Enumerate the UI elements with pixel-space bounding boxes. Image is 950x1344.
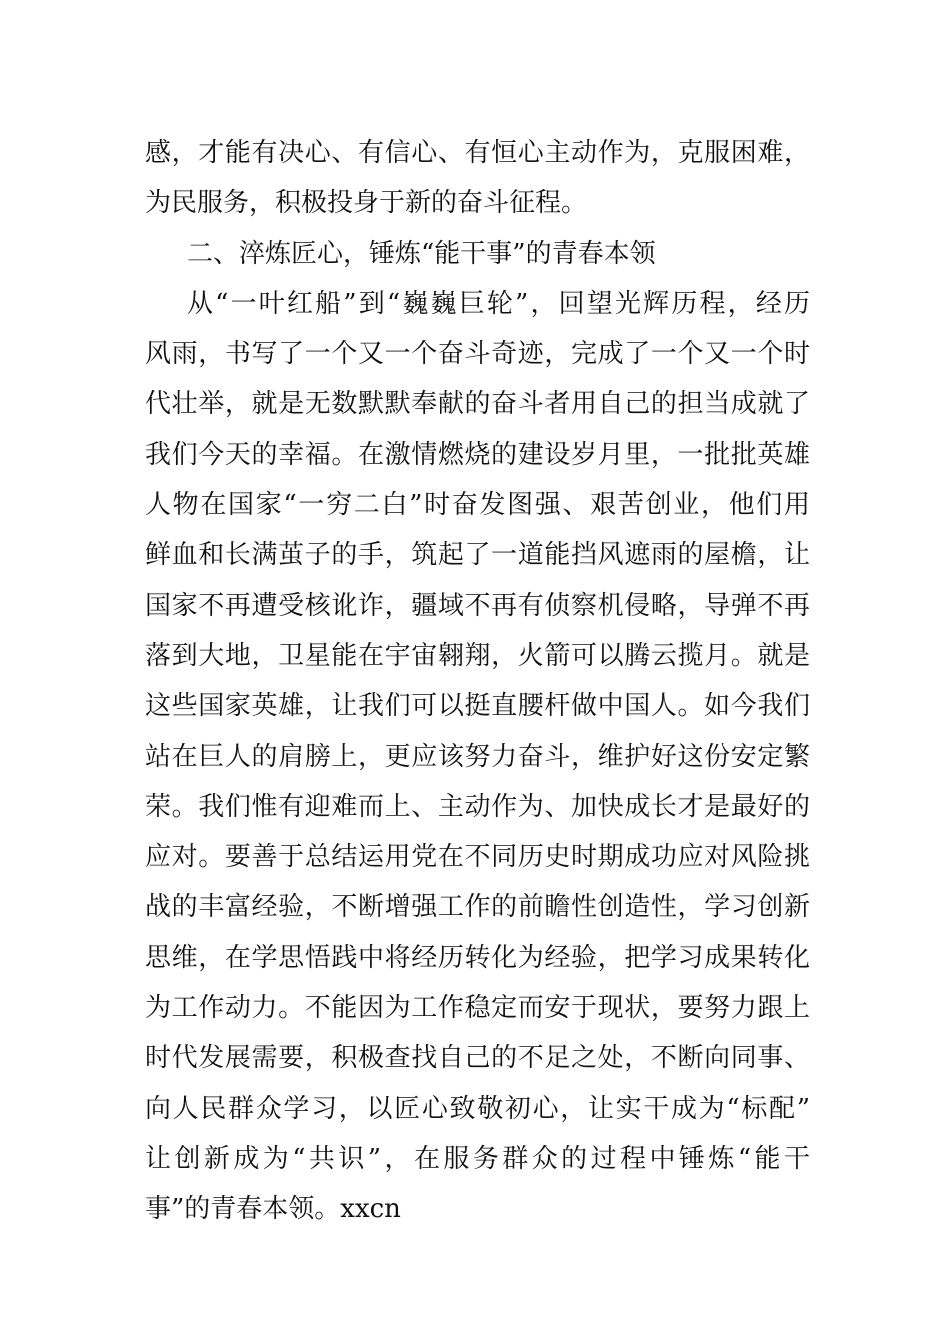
text-line: 这些国家英雄，让我们可以挺直腰杆做中国人。如今我们	[145, 691, 810, 722]
text-line: 代壮举，就是无数默默奉献的奋斗者用自己的担当成就了	[145, 389, 810, 420]
text-line: 向人民群众学习，以匠心致敬初心，让实干成为“标配”	[145, 1093, 810, 1124]
text-line: 感，才能有决心、有信心、有恒心主动作为，克服困难，	[145, 138, 810, 168]
text-line: 站在巨人的肩膀上，更应该努力奋斗，维护好这份安定繁	[145, 741, 810, 772]
text-line: 战的丰富经验，不断增强工作的前瞻性创造性，学习创新	[145, 892, 810, 923]
text-line: 国家不再遭受核讹诈，疆域不再有侦察机侵略，导弹不再	[145, 590, 810, 621]
text-line: 应对。要善于总结运用党在不同历史时期成功应对风险挑	[145, 842, 810, 873]
text-line: 风雨，书写了一个又一个奋斗奇迹，完成了一个又一个时	[145, 339, 810, 370]
text-line: 荣。我们惟有迎难而上、主动作为、加快成长才是最好的	[145, 791, 810, 822]
body-text	[145, 128, 810, 1235]
text-line: 事”的青春本领。xxcn	[145, 1194, 401, 1225]
text-line: 思维，在学思悟践中将经历转化为经验，把学习成果转化	[145, 942, 810, 973]
section-heading: 二、淬炼匠心，锤炼“能干事”的青春本领	[187, 238, 656, 269]
text-line: 为民服务，积极投身于新的奋斗征程。	[145, 188, 588, 219]
text-line: 从“一叶红船”到“巍巍巨轮”，回望光辉历程，经历	[187, 288, 810, 319]
body-paragraph	[145, 279, 810, 1235]
text-line: 人物在国家“一穷二白”时奋发图强、艰苦创业，他们用	[145, 490, 810, 521]
text-line: 落到大地，卫星能在宇宙翱翔，火箭可以腾云揽月。就是	[145, 640, 810, 671]
text-line: 时代发展需要，积极查找自己的不足之处，不断向同事、	[145, 1043, 810, 1074]
text-line: 为工作动力。不能因为工作稳定而安于现状，要努力跟上	[145, 993, 810, 1024]
continuation-paragraph	[145, 128, 810, 229]
text-line: 鲜血和长满茧子的手，筑起了一道能挡风遮雨的屋檐，让	[145, 540, 810, 571]
text-line: 我们今天的幸福。在激情燃烧的建设岁月里，一批批英雄	[145, 439, 810, 470]
text-line: 让创新成为“共识”，在服务群众的过程中锤炼“能干	[145, 1143, 810, 1174]
